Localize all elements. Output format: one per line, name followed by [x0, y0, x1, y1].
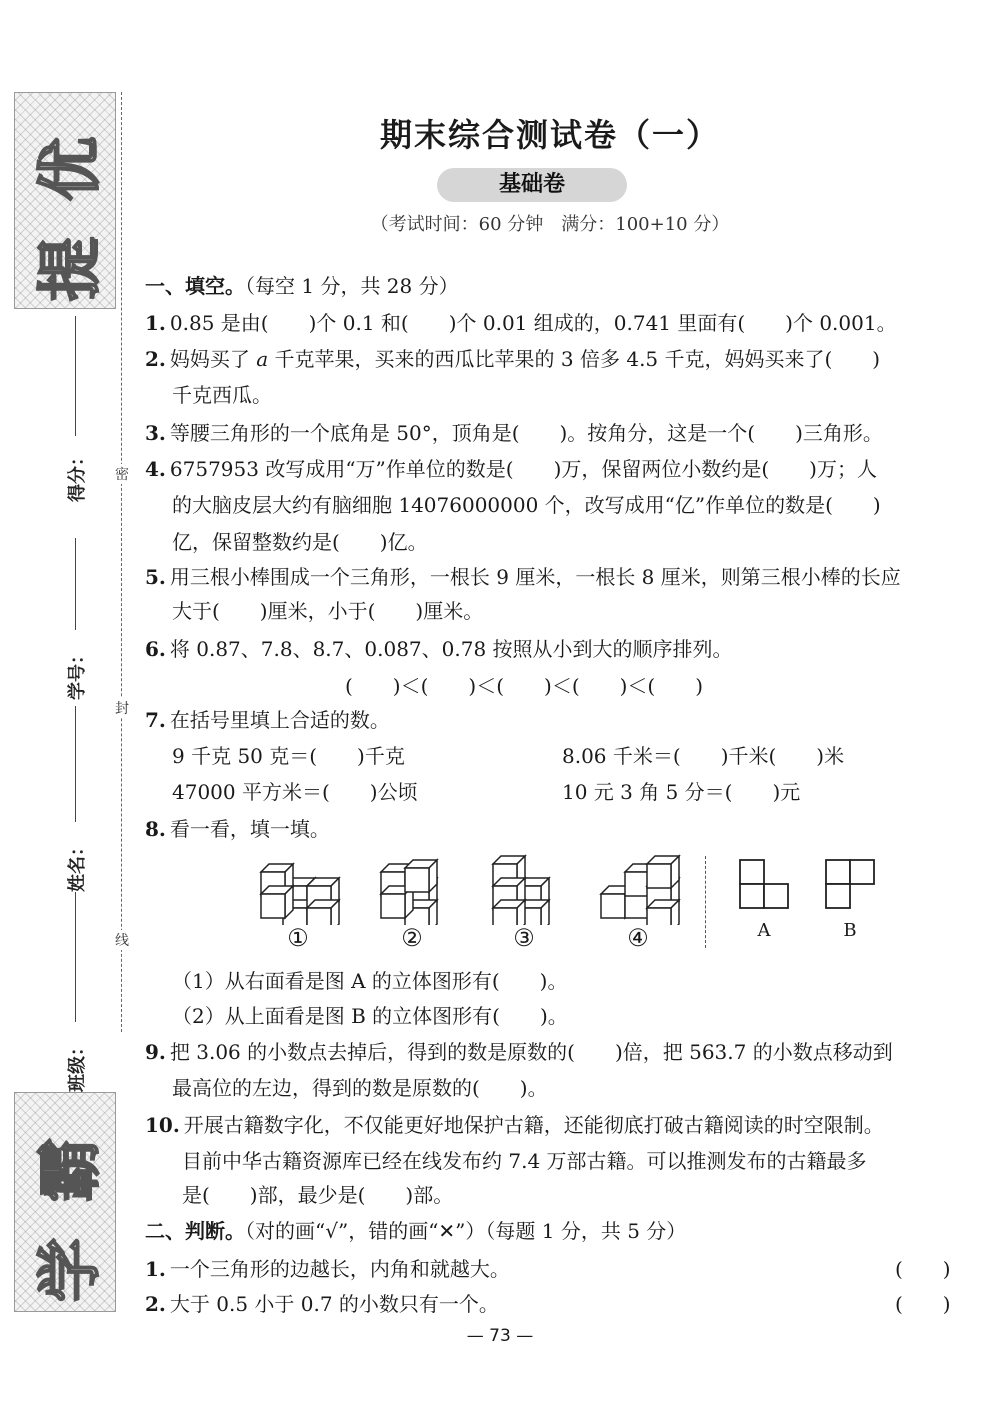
class-field[interactable] [48, 892, 104, 1092]
question-10-line3: 是( )部，最少是( )部。 [182, 1183, 454, 1207]
judge-answer-2[interactable]: ( ) [895, 1292, 951, 1316]
name-field[interactable] [48, 706, 104, 892]
figure-3-shape [493, 856, 549, 925]
q7-item-1[interactable]: 9 千克 50 克＝( )千克 [172, 744, 405, 768]
section1-heading [145, 272, 459, 300]
question-text: 把 3.06 的小数点去掉后，得到的数是原数的( )倍，把 563.7 的小数点移动到 [169, 1040, 893, 1064]
figure-3-label: ③ [513, 924, 535, 952]
figure-4-label: ④ [627, 924, 649, 952]
seal-char-xian: 线 [113, 930, 131, 950]
question-text: 一个三角形的边越长，内角和就越大。 [169, 1257, 510, 1281]
question-number: 9. [145, 1040, 166, 1064]
question-text: 在括号里填上合适的数。 [169, 708, 390, 732]
question-10 [145, 1111, 884, 1139]
question-number: 1. [145, 311, 166, 335]
question-3 [145, 419, 883, 447]
student-id-label: 学号： [67, 646, 88, 700]
score-field[interactable] [48, 316, 104, 531]
question-1 [145, 309, 897, 337]
question-2 [145, 345, 880, 373]
section2-note: （对的画“√”，错的画“✕”）（每题 1 分，共 5 分） [245, 1219, 687, 1243]
question-8-sub1[interactable]: （1）从右面看是图 A 的立体图形有( )。 [172, 969, 568, 993]
question-text: 将 0.87、7.8、8.7、0.087、0.78 按照从小到大的顺序排列。 [169, 637, 733, 661]
view-a-label: A [757, 920, 771, 941]
question-number: 3. [145, 421, 166, 445]
question-2-cont: 千克西瓜。 [172, 383, 272, 407]
page-title: 期末综合测试卷（一） [379, 116, 720, 154]
question-text: 大于 0.5 小于 0.7 的小数只有一个。 [169, 1292, 499, 1316]
question-4-line2: 的大脑皮层大约有脑细胞 14076000000 个，改写成用“亿”作单位的数是( ) [172, 493, 881, 517]
question-number: 6. [145, 637, 166, 661]
question-9-line2: 最高位的左边，得到的数是原数的( )。 [172, 1076, 548, 1100]
top-decoration-text: 提优 [34, 100, 108, 301]
figure-1-label: ① [287, 924, 309, 952]
exam-info: （考试时间：60 分钟 满分：100+10 分） [370, 214, 730, 235]
section2-heading [145, 1217, 686, 1245]
view-figures [735, 855, 880, 915]
binding-line [121, 92, 122, 1032]
question-number: 7. [145, 708, 166, 732]
bottom-decoration [14, 1092, 116, 1312]
paper-type-badge: 基础卷 [437, 168, 627, 202]
question-text: 0.85 是由( )个 0.1 和( )个 0.01 组成的，0.741 里面有( )个 0.001。 [169, 311, 897, 335]
judge-question-1 [145, 1255, 510, 1283]
q7-item-4[interactable]: 10 元 3 角 5 分＝( )元 [562, 780, 801, 804]
question-text: 等腰三角形的一个底角是 50°，顶角是( )。按角分，这是一个( )三角形。 [169, 421, 883, 445]
question-text: 开展古籍数字化，不仅能更好地保护古籍，还能彻底打破古籍阅读的时空限制。 [183, 1113, 884, 1137]
judge-answer-1[interactable]: ( ) [895, 1257, 951, 1281]
student-id-field[interactable] [48, 538, 104, 698]
figure-4-shape [601, 856, 679, 925]
question-number: 4. [145, 457, 166, 481]
figure-1-shape [261, 864, 339, 925]
question-4-line3: 亿，保留整数约是( )亿。 [172, 530, 428, 554]
question-text: 6757953 改写成用“万”作单位的数是( )万，保留两位小数约是( )万；人 [169, 457, 877, 481]
variable-a: a [256, 347, 269, 371]
question-number: 2. [145, 347, 166, 371]
question-6-order[interactable]: ( )＜( )＜( )＜( )＜( ) [345, 674, 704, 698]
class-label: 班级： [67, 1038, 88, 1092]
question-text: 千克苹果，买来的西瓜比苹果的 3 倍多 4.5 千克，妈妈买来了( ) [274, 347, 881, 371]
question-text: 看一看，填一填。 [169, 817, 330, 841]
top-decoration [14, 92, 116, 309]
question-number: 10. [145, 1113, 180, 1137]
section1-title: 一、填空。 [145, 274, 245, 298]
question-6 [145, 635, 733, 663]
section2-title: 二、判断。 [145, 1219, 245, 1243]
question-8 [145, 815, 330, 843]
question-number: 2. [145, 1292, 166, 1316]
cube-figures [250, 845, 710, 925]
question-text: 妈妈买了 [169, 347, 250, 371]
question-number: 5. [145, 565, 166, 589]
question-7 [145, 706, 390, 734]
question-5-line2: 大于( )厘米，小于( )厘米。 [172, 599, 484, 623]
question-text: 用三根小棒围成一个三角形，一根长 9 厘米，一根长 8 厘米，则第三根小棒的长应 [169, 565, 901, 589]
page-number: — 73 — [466, 1326, 534, 1346]
figure-divider [705, 856, 706, 948]
figure-2-shape [381, 860, 437, 925]
judge-question-2 [145, 1290, 499, 1318]
q7-item-3[interactable]: 47000 平方米＝( )公顷 [172, 780, 418, 804]
bottom-decoration-text: 学霸 [34, 1102, 108, 1302]
question-4 [145, 455, 877, 483]
score-label: 得分： [67, 448, 88, 502]
question-8-sub2[interactable]: （2）从上面看是图 B 的立体图形有( )。 [172, 1004, 568, 1028]
view-b-label: B [843, 920, 857, 941]
section1-note: （每空 1 分，共 28 分） [245, 274, 459, 298]
seal-char-feng: 封 [113, 698, 131, 718]
question-10-line2: 目前中华古籍资源库已经在线发布约 7.4 万部古籍。可以推测发布的古籍最多 [182, 1149, 867, 1173]
seal-char-mi: 密 [113, 464, 131, 484]
q7-item-2[interactable]: 8.06 千米＝( )千米( )米 [562, 744, 845, 768]
question-number: 8. [145, 817, 166, 841]
name-label: 姓名： [67, 838, 88, 892]
figure-2-label: ② [401, 924, 423, 952]
question-number: 1. [145, 1257, 166, 1281]
question-5 [145, 563, 901, 591]
question-9 [145, 1038, 893, 1066]
